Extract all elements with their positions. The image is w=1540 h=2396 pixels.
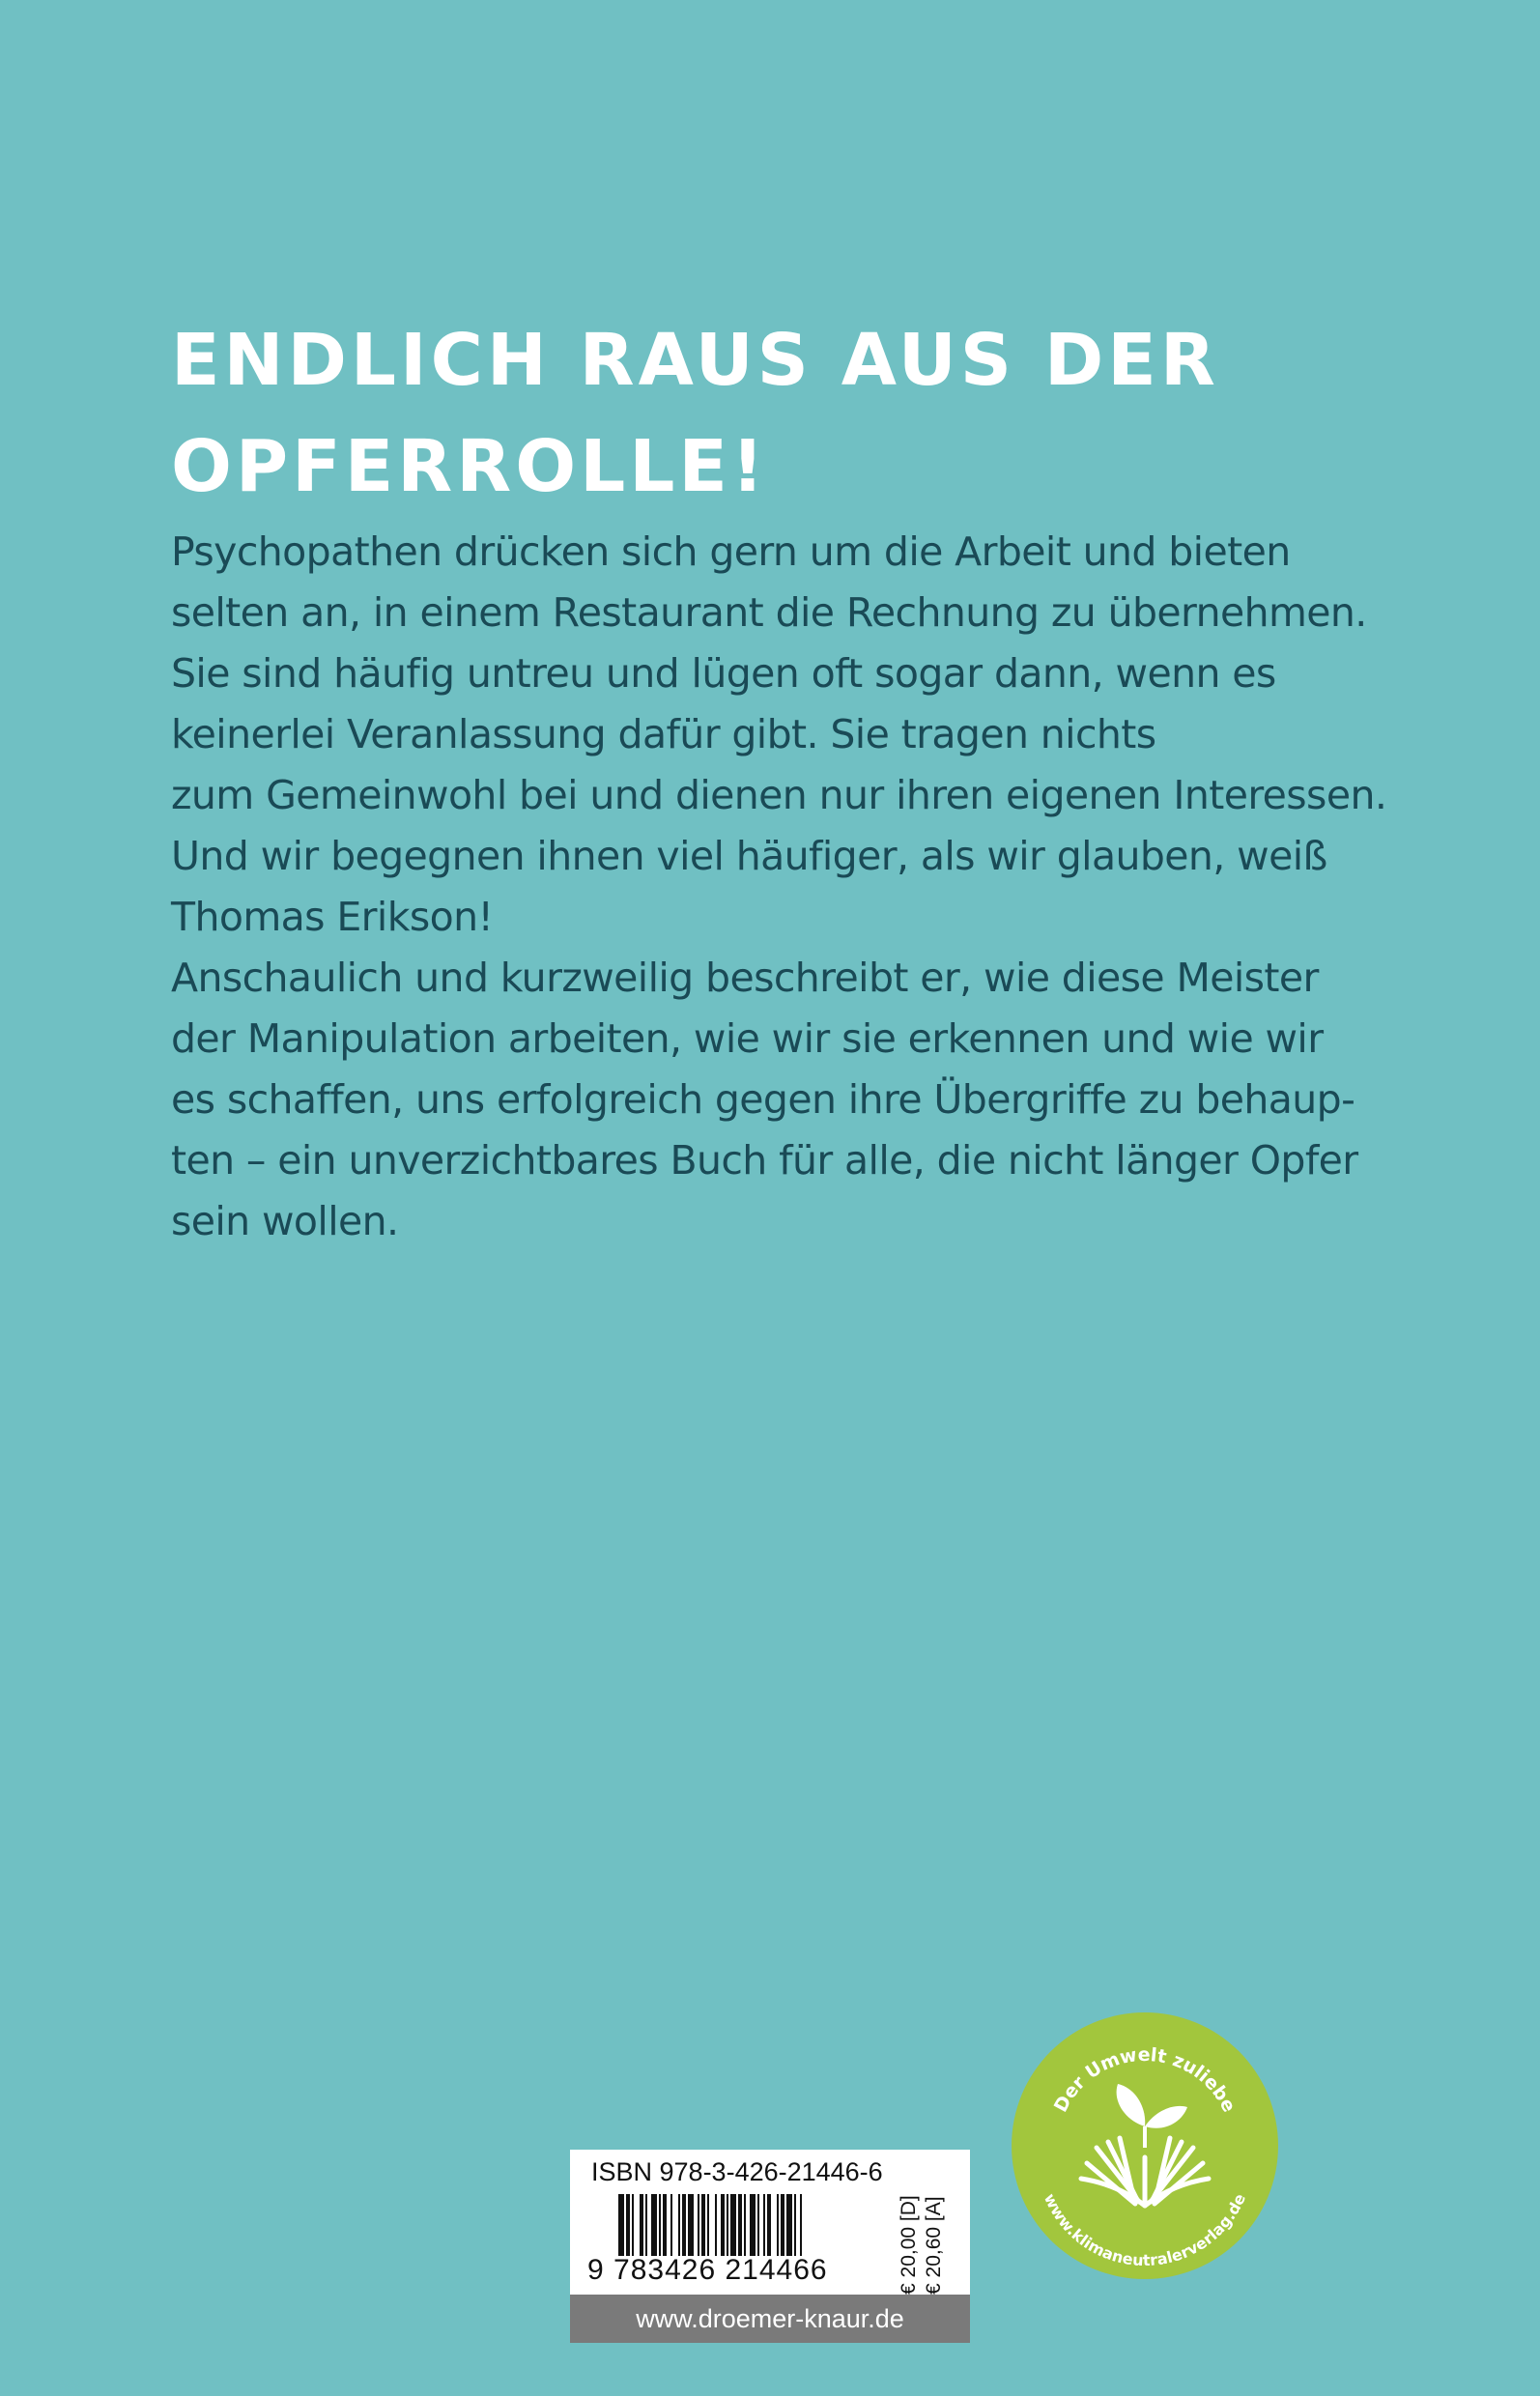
barcode-bar [767, 2194, 771, 2256]
barcode-bar [701, 2194, 705, 2256]
prices [897, 2195, 947, 2295]
barcode-bar [618, 2194, 624, 2256]
barcode-bar [794, 2194, 796, 2256]
price-de: € 20,00 [D] [898, 2195, 920, 2295]
barcode-bar [744, 2194, 746, 2256]
barcode-bar [678, 2194, 680, 2256]
blurb-text [171, 522, 1446, 1252]
svg-text:Der Umwelt zuliebe [1050, 2044, 1240, 2116]
blurb-line: es schaffen, uns erfolgreich gegen ihre Übergriffe zu behaup- [171, 1076, 1355, 1123]
barcode-bar [682, 2194, 686, 2256]
barcode-bar [688, 2194, 694, 2256]
barcode-bar [670, 2194, 672, 2256]
barcode-digits: 9 783426 214466 [587, 2254, 828, 2286]
seal-graphic [1012, 2012, 1278, 2279]
barcode-bar [632, 2194, 634, 2256]
barcode-bar [738, 2194, 742, 2256]
barcode-bar [800, 2194, 802, 2256]
barcode-bar [663, 2194, 667, 2256]
barcode-bar [645, 2194, 647, 2256]
publisher-website: www.droemer-knaur.de [570, 2295, 970, 2343]
barcode-bar [640, 2194, 643, 2256]
barcode-bar [763, 2194, 765, 2256]
barcode-bar [786, 2194, 792, 2256]
blurb-line: Psychopathen drücken sich gern um die Arbeit und bieten [171, 528, 1291, 575]
blurb-line: Anschaulich und kurzweilig beschreibt er, wie diese Meister [171, 955, 1319, 1001]
barcode [618, 2194, 879, 2256]
blurb-line: selten an, in einem Restaurant die Rechnung zu übernehmen. [171, 589, 1367, 636]
blurb-line: zum Gemeinwohl bei und dienen nur ihren eigenen Interessen. [171, 772, 1387, 818]
barcode-bar [727, 2194, 728, 2256]
blurb-line: Thomas Erikson! [171, 894, 494, 940]
isbn-number: ISBN 978-3-426-21446-6 [591, 2157, 883, 2186]
blurb-line: der Manipulation arbeiten, wie wir sie erkennen und wie wir [171, 1015, 1324, 1062]
barcode-bar [707, 2194, 709, 2256]
price-at: € 20,60 [A] [923, 2196, 945, 2295]
barcode-bar [659, 2194, 661, 2256]
blurb-line: ten – ein unverzichtbares Buch für alle, die nicht länger Opfer [171, 1137, 1358, 1184]
headline-line: OPFERROLLE! [171, 425, 768, 508]
seal-top-text: Der Umwelt zuliebe [1049, 2043, 1241, 2116]
barcode-bar [698, 2194, 699, 2256]
leaf-icon [1117, 2084, 1187, 2148]
blurb-line: Sie sind häufig untreu und lügen oft sogar dann, wenn es [171, 650, 1276, 697]
headline [171, 307, 1427, 520]
blurb-line: sein wollen. [171, 1198, 399, 1244]
barcode-label [570, 2150, 970, 2295]
open-book-icon [1081, 2138, 1209, 2206]
barcode-bar [781, 2194, 784, 2256]
blurb-line: Und wir begegnen ihnen viel häufiger, als wir glauben, weiß [171, 833, 1327, 879]
barcode-bar [715, 2194, 717, 2256]
blurb-line: keinerlei Veranlassung dafür gibt. Sie tragen nichts [171, 711, 1156, 757]
headline-line: ENDLICH RAUS AUS DER [171, 319, 1219, 402]
barcode-bar [721, 2194, 725, 2256]
barcode-bar [651, 2194, 657, 2256]
barcode-bar [626, 2194, 630, 2256]
barcode-bar [777, 2194, 779, 2256]
barcode-bar [750, 2194, 756, 2256]
climate-neutral-seal [1012, 2012, 1278, 2279]
seal-bottom-text: www.klimaneutralerverlag.de [1040, 2190, 1250, 2270]
barcode-bar [730, 2194, 736, 2256]
barcode-bar [757, 2194, 759, 2256]
